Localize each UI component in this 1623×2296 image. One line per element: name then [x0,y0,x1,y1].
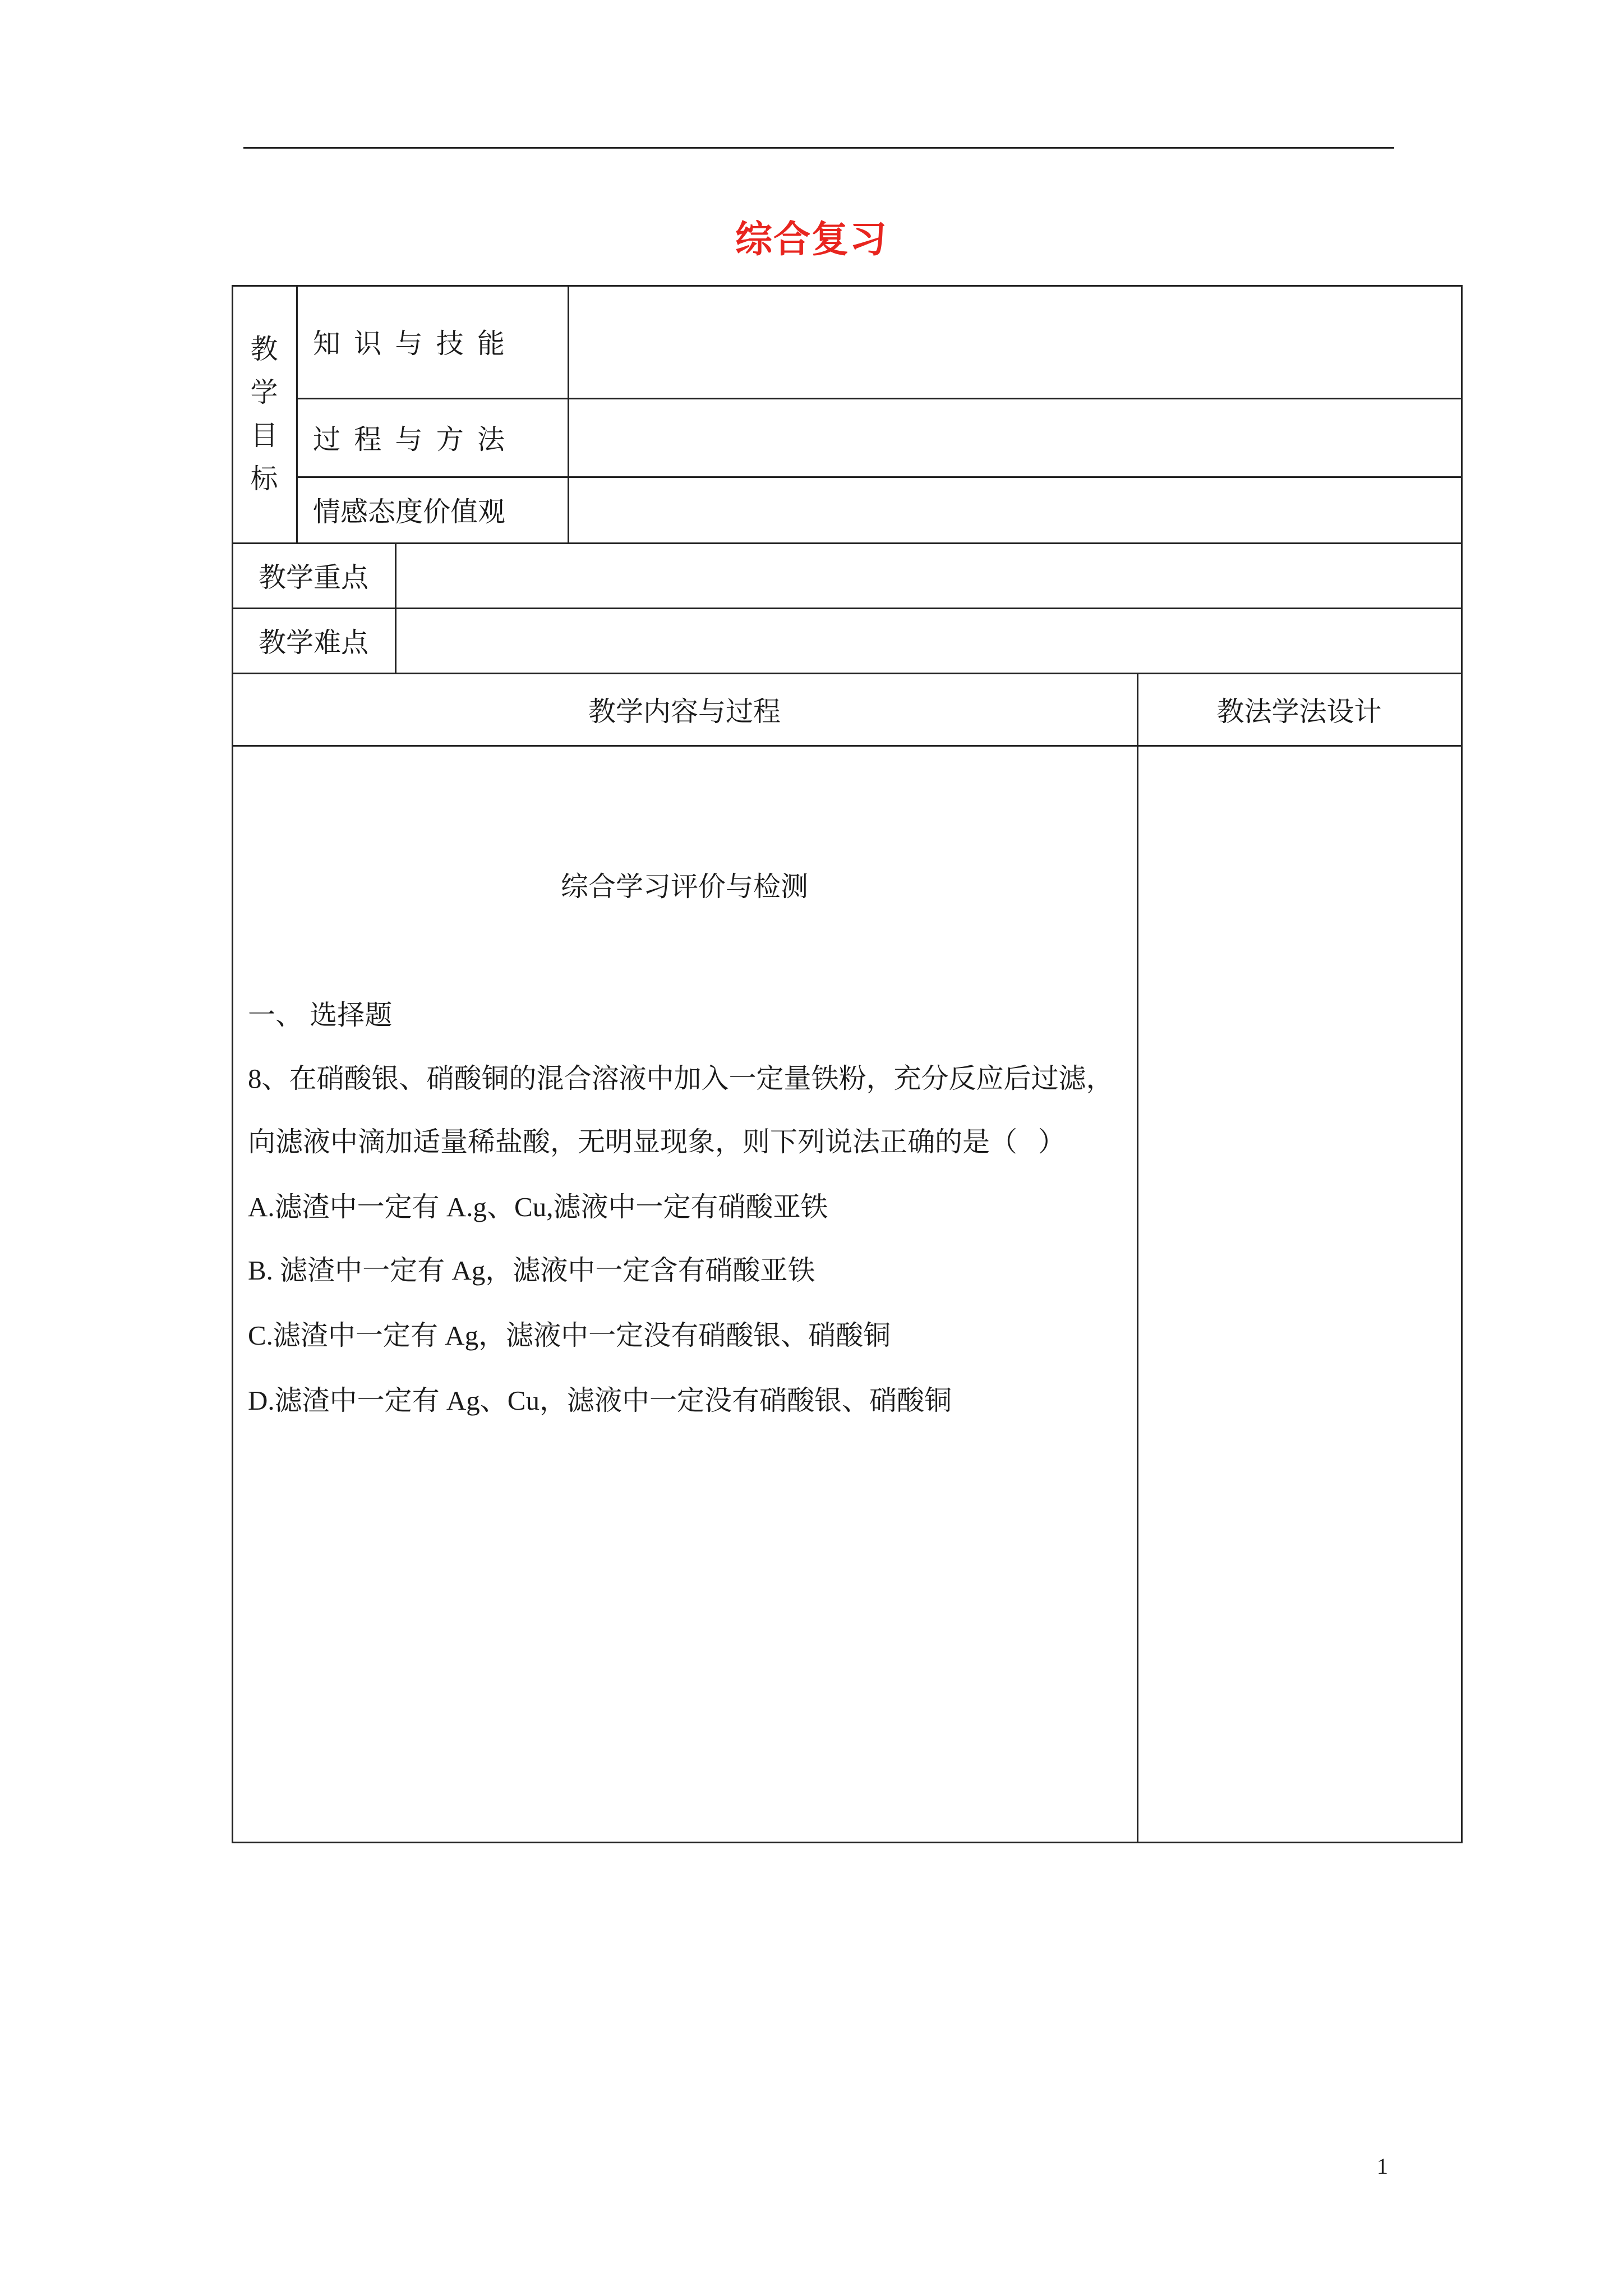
option-d: D.滤渣中一定有 Ag、Cu，滤液中一定没有硝酸银、硝酸铜 [248,1385,952,1416]
table-border-bottom [232,1842,1463,1843]
difficult-points-label: 教学难点 [258,627,368,658]
option-b: B. 滤渣中一定有 Ag，滤液中一定含有硝酸亚铁 [248,1255,815,1286]
page-title: 综合复习 [735,219,888,260]
option-c: C.滤渣中一定有 Ag，滤液中一定没有硝酸银、硝酸铜 [248,1320,891,1351]
content-subtitle: 综合学习评价与检测 [560,871,808,902]
objectives-group-label [232,285,297,543]
header-rule [243,147,1394,149]
objective-label-knowledge: 知 识 与 技 能 [313,328,509,359]
page-number: 1 [1377,2154,1388,2179]
objective-label-attitude: 情感态度价值观 [313,496,506,527]
option-a: A.滤渣中一定有 A.g、Cu,滤液中一定有硝酸亚铁 [248,1191,828,1222]
row-divider [232,608,1461,609]
table-border-right [1461,285,1463,1843]
content-process-header: 教学内容与过程 [588,696,781,727]
key-points-label: 教学重点 [258,562,368,593]
column-divider [1137,673,1138,1842]
objectives-group-text: 教学目标 [250,334,278,494]
column-divider [568,285,569,543]
objective-label-process: 过 程 与 方 法 [313,424,509,455]
section-heading: 一、 选择题 [248,1000,393,1030]
question-line: 向滤液中滴加适量稀盐酸，无明显现象，则下列说法正确的是（ ） [248,1126,1066,1157]
question-line: 8、在硝酸银、硝酸铜的混合溶液中加入一定量铁粉，充分反应后过滤， [248,1063,1114,1094]
method-design-header: 教法学法设计 [1216,696,1382,727]
